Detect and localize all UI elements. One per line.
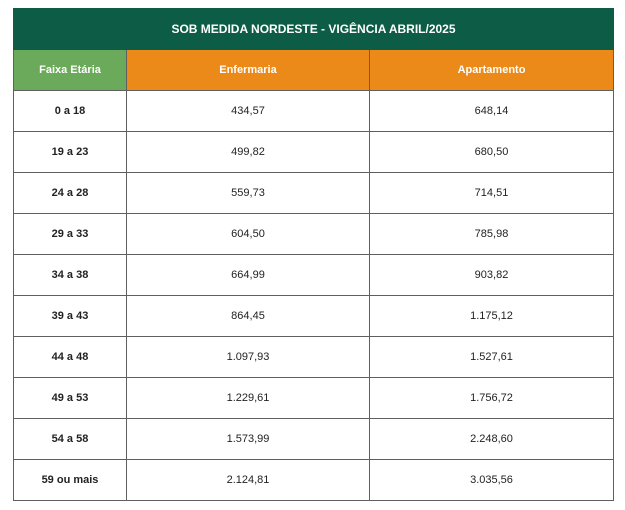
ward-header: Enfermaria: [127, 50, 370, 91]
table-row: [14, 378, 614, 419]
age-range-cell: 54 a 58: [14, 419, 127, 460]
price-table: [13, 8, 614, 501]
apartment-price-cell: 1.756,72: [370, 378, 614, 419]
apartment-header: Apartamento: [370, 50, 614, 91]
ward-price-cell: 604,50: [127, 214, 370, 255]
table-row: [14, 460, 614, 501]
apartment-price-cell: 1.527,61: [370, 337, 614, 378]
ward-price-cell: 864,45: [127, 296, 370, 337]
ward-price-cell: 664,99: [127, 255, 370, 296]
ward-price-cell: 1.229,61: [127, 378, 370, 419]
apartment-price-cell: 648,14: [370, 91, 614, 132]
apartment-price-cell: 785,98: [370, 214, 614, 255]
age-range-cell: 39 a 43: [14, 296, 127, 337]
table-row: [14, 132, 614, 173]
table-body: [14, 91, 614, 501]
age-range-cell: 0 a 18: [14, 91, 127, 132]
table-row: [14, 255, 614, 296]
ward-price-cell: 499,82: [127, 132, 370, 173]
table-title: SOB MEDIDA NORDESTE - VIGÊNCIA ABRIL/2025: [14, 9, 614, 50]
ward-price-cell: 2.124,81: [127, 460, 370, 501]
table-row: [14, 337, 614, 378]
apartment-price-cell: 714,51: [370, 173, 614, 214]
age-range-cell: 44 a 48: [14, 337, 127, 378]
age-range-cell: 49 a 53: [14, 378, 127, 419]
table-row: [14, 419, 614, 460]
table-header-row: [14, 50, 614, 91]
table-title-row: [14, 9, 614, 50]
age-range-header: Faixa Etária: [14, 50, 127, 91]
apartment-price-cell: 2.248,60: [370, 419, 614, 460]
age-range-cell: 29 a 33: [14, 214, 127, 255]
apartment-price-cell: 1.175,12: [370, 296, 614, 337]
age-range-cell: 19 a 23: [14, 132, 127, 173]
table-row: [14, 296, 614, 337]
age-range-cell: 24 a 28: [14, 173, 127, 214]
apartment-price-cell: 3.035,56: [370, 460, 614, 501]
table-row: [14, 214, 614, 255]
ward-price-cell: 559,73: [127, 173, 370, 214]
ward-price-cell: 434,57: [127, 91, 370, 132]
ward-price-cell: 1.573,99: [127, 419, 370, 460]
age-range-cell: 34 a 38: [14, 255, 127, 296]
ward-price-cell: 1.097,93: [127, 337, 370, 378]
apartment-price-cell: 903,82: [370, 255, 614, 296]
apartment-price-cell: 680,50: [370, 132, 614, 173]
age-range-cell: 59 ou mais: [14, 460, 127, 501]
table-row: [14, 173, 614, 214]
table-row: [14, 91, 614, 132]
